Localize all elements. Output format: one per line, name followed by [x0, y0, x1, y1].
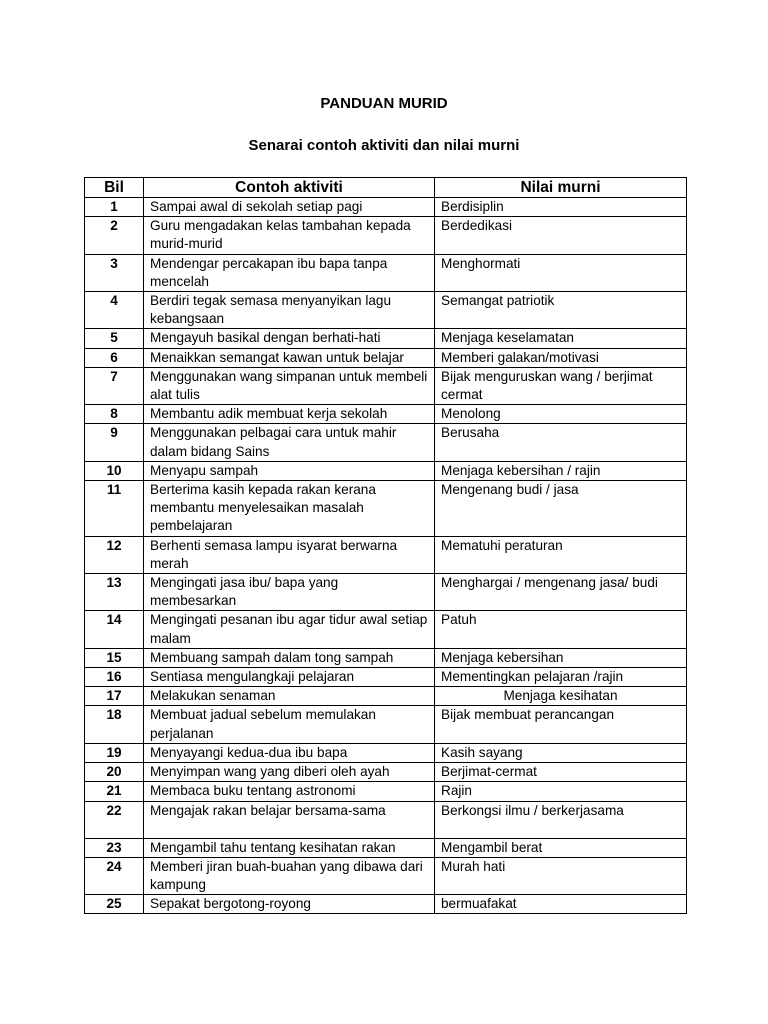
value-cell: bermuafakat — [435, 895, 687, 914]
value-cell: Menolong — [435, 405, 687, 424]
table-row — [85, 838, 687, 857]
table-row — [85, 198, 687, 217]
value-cell: Menjaga kesihatan — [435, 687, 687, 706]
activity-cell: Mengingati jasa ibu/ bapa yang membesarkan — [144, 574, 435, 611]
activity-cell: Mengingati pesanan ibu agar tidur awal setiap malam — [144, 611, 435, 648]
value-cell: Rajin — [435, 782, 687, 801]
row-number: 7 — [85, 367, 144, 404]
activity-cell: Sampai awal di sekolah setiap pagi — [144, 198, 435, 217]
value-cell: Bijak membuat perancangan — [435, 706, 687, 743]
activity-values-table — [84, 177, 687, 914]
table-row — [85, 254, 687, 291]
activity-cell: Berdiri tegak semasa menyanyikan lagu kebangsaan — [144, 292, 435, 329]
activity-cell: Berhenti semasa lampu isyarat berwarna merah — [144, 536, 435, 573]
table-row — [85, 292, 687, 329]
table-row — [85, 481, 687, 537]
value-cell: Kasih sayang — [435, 743, 687, 762]
row-number: 9 — [85, 424, 144, 461]
activity-cell: Membaca buku tentang astronomi — [144, 782, 435, 801]
value-cell: Mematuhi peraturan — [435, 536, 687, 573]
value-cell: Berkongsi ilmu / berkerjasama — [435, 801, 687, 838]
value-cell: Menghormati — [435, 254, 687, 291]
value-cell: Berusaha — [435, 424, 687, 461]
table-row — [85, 687, 687, 706]
row-number: 6 — [85, 348, 144, 367]
value-cell: Menghargai / mengenang jasa/ budi — [435, 574, 687, 611]
table-row — [85, 348, 687, 367]
row-number: 24 — [85, 857, 144, 894]
row-number: 17 — [85, 687, 144, 706]
activity-cell: Membantu adik membuat kerja sekolah — [144, 405, 435, 424]
activity-cell: Menyayangi kedua-dua ibu bapa — [144, 743, 435, 762]
row-number: 5 — [85, 329, 144, 348]
table-row — [85, 424, 687, 461]
activity-cell: Mengajak rakan belajar bersama-sama — [144, 801, 435, 838]
activity-cell: Guru mengadakan kelas tambahan kepada murid-murid — [144, 217, 435, 254]
activity-cell: Mengayuh basikal dengan berhati-hati — [144, 329, 435, 348]
value-cell: Menjaga kebersihan / rajin — [435, 461, 687, 480]
row-number: 3 — [85, 254, 144, 291]
row-number: 18 — [85, 706, 144, 743]
value-cell: Berdedikasi — [435, 217, 687, 254]
page-subtitle: Senarai contoh aktiviti dan nilai murni — [248, 137, 520, 154]
table-row — [85, 461, 687, 480]
row-number: 19 — [85, 743, 144, 762]
table-row — [85, 574, 687, 611]
row-number: 2 — [85, 217, 144, 254]
table-row — [85, 536, 687, 573]
table-row — [85, 801, 687, 838]
table-row — [85, 405, 687, 424]
activity-cell: Menyimpan wang yang diberi oleh ayah — [144, 763, 435, 782]
value-cell: Berjimat-cermat — [435, 763, 687, 782]
table-row — [85, 782, 687, 801]
value-cell: Menjaga kebersihan — [435, 648, 687, 667]
activity-cell: Menaikkan semangat kawan untuk belajar — [144, 348, 435, 367]
page-title: PANDUAN MURID — [320, 95, 448, 112]
value-cell: Menjaga keselamatan — [435, 329, 687, 348]
row-number: 10 — [85, 461, 144, 480]
activity-cell: Mendengar percakapan ibu bapa tanpa mencelah — [144, 254, 435, 291]
row-number: 23 — [85, 838, 144, 857]
activity-cell: Menggunakan wang simpanan untuk membeli alat tulis — [144, 367, 435, 404]
header-value: Nilai murni — [435, 178, 687, 198]
activity-cell: Sentiasa mengulangkaji pelajaran — [144, 668, 435, 687]
table-row — [85, 857, 687, 894]
header-bil: Bil — [85, 178, 144, 198]
row-number: 4 — [85, 292, 144, 329]
row-number: 22 — [85, 801, 144, 838]
row-number: 13 — [85, 574, 144, 611]
row-number: 14 — [85, 611, 144, 648]
activity-cell: Mengambil tahu tentang kesihatan rakan — [144, 838, 435, 857]
value-cell: Murah hati — [435, 857, 687, 894]
table-row — [85, 648, 687, 667]
table-header-row — [85, 178, 687, 198]
activity-cell: Melakukan senaman — [144, 687, 435, 706]
row-number: 21 — [85, 782, 144, 801]
row-number: 1 — [85, 198, 144, 217]
row-number: 25 — [85, 895, 144, 914]
table-row — [85, 367, 687, 404]
row-number: 12 — [85, 536, 144, 573]
table-row — [85, 329, 687, 348]
table-row — [85, 668, 687, 687]
activity-cell: Menggunakan pelbagai cara untuk mahir dalam bidang Sains — [144, 424, 435, 461]
table-row — [85, 706, 687, 743]
activity-cell: Memberi jiran buah-buahan yang dibawa dari kampung — [144, 857, 435, 894]
value-cell: Mengambil berat — [435, 838, 687, 857]
table-row — [85, 611, 687, 648]
table-row — [85, 743, 687, 762]
activity-cell: Menyapu sampah — [144, 461, 435, 480]
value-cell: Mementingkan pelajaran /rajin — [435, 668, 687, 687]
value-cell: Mengenang budi / jasa — [435, 481, 687, 537]
activity-cell: Berterima kasih kepada rakan kerana membantu menyelesaikan masalah pembelajaran — [144, 481, 435, 537]
value-cell: Memberi galakan/motivasi — [435, 348, 687, 367]
value-cell: Semangat patriotik — [435, 292, 687, 329]
table-row — [85, 217, 687, 254]
header-activity: Contoh aktiviti — [144, 178, 435, 198]
row-number: 11 — [85, 481, 144, 537]
activity-cell: Membuat jadual sebelum memulakan perjalanan — [144, 706, 435, 743]
row-number: 15 — [85, 648, 144, 667]
value-cell: Bijak menguruskan wang / berjimat cermat — [435, 367, 687, 404]
row-number: 16 — [85, 668, 144, 687]
row-number: 8 — [85, 405, 144, 424]
activity-cell: Sepakat bergotong-royong — [144, 895, 435, 914]
table-row — [85, 895, 687, 914]
value-cell: Berdisiplin — [435, 198, 687, 217]
activity-cell: Membuang sampah dalam tong sampah — [144, 648, 435, 667]
value-cell: Patuh — [435, 611, 687, 648]
row-number: 20 — [85, 763, 144, 782]
table-row — [85, 763, 687, 782]
